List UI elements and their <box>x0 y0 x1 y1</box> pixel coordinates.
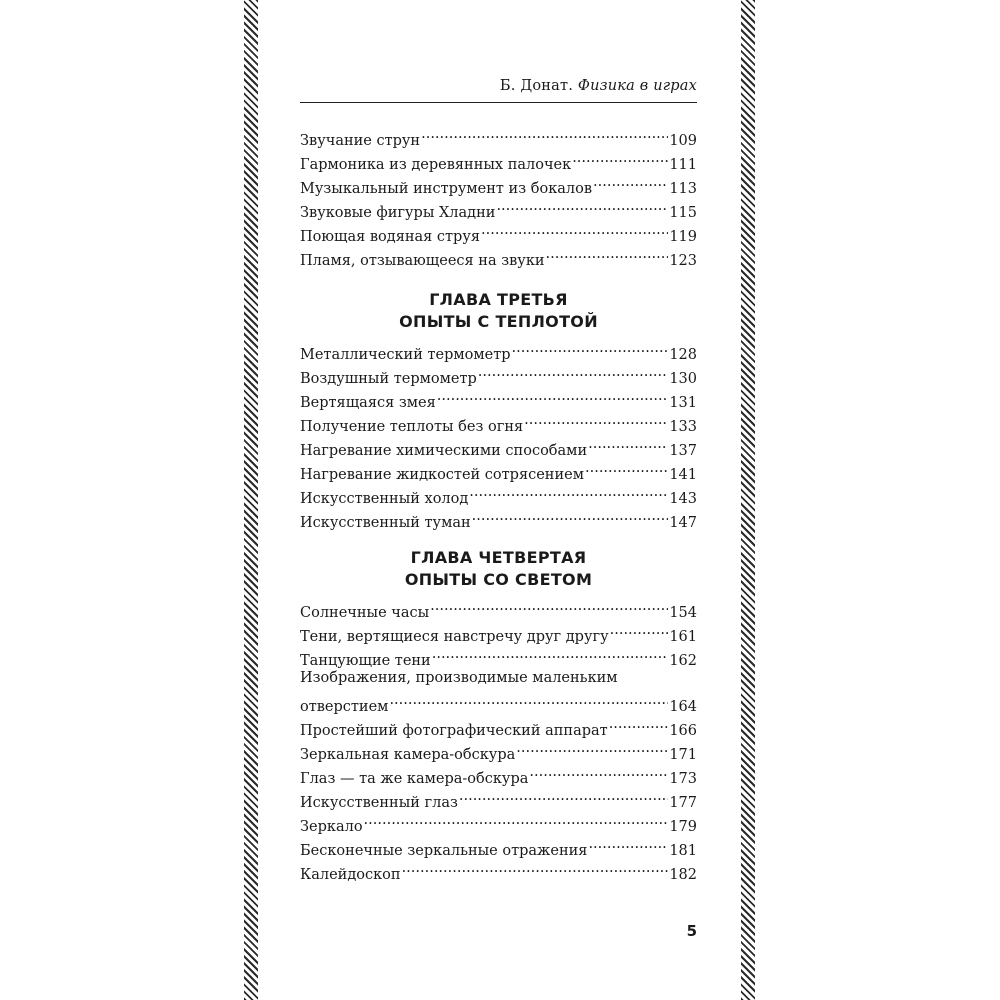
toc-leader-dots <box>610 619 669 641</box>
toc-leader-dots <box>593 171 668 193</box>
toc-entry-page: 128 <box>669 347 697 363</box>
toc-entry-title: Звучание струн <box>300 133 421 149</box>
toc-entry[interactable] <box>300 595 697 621</box>
toc-entry-title: Солнечные часы <box>300 605 430 621</box>
toc-entry-title: Музыкальный инструмент из бокалов <box>300 181 593 197</box>
toc-leader-dots <box>529 761 668 783</box>
toc-entry-page: 161 <box>669 629 697 645</box>
toc-entry-title: Зеркальная камера-обскура <box>300 747 516 763</box>
toc-entry-page: 143 <box>669 491 697 507</box>
toc-entry-page: 123 <box>669 253 697 269</box>
toc-entry-title: Бесконечные зеркальные отражения <box>300 843 588 859</box>
running-head-author: Б. Донат. <box>499 78 574 94</box>
toc-entry[interactable] <box>300 713 697 739</box>
running-head-title: Физика в играх <box>577 78 697 94</box>
toc-entry-page: 130 <box>669 371 697 387</box>
toc-entry[interactable] <box>300 457 697 483</box>
toc-entry-page: 119 <box>669 229 697 245</box>
toc-entry[interactable] <box>300 361 697 387</box>
toc-entry-page: 111 <box>669 157 697 173</box>
toc-entry[interactable] <box>300 409 697 435</box>
toc-leader-dots <box>546 243 669 265</box>
toc-entry-title: Искусственный холод <box>300 491 469 507</box>
toc-entry[interactable] <box>300 619 697 645</box>
toc-entry-page: 113 <box>669 181 697 197</box>
toc-entry[interactable] <box>300 433 697 459</box>
toc-entry-title: Гармоника из деревянных палочек <box>300 157 572 173</box>
toc-entry-title: Калейдоскоп <box>300 867 401 883</box>
toc-entry-page: 141 <box>669 467 697 483</box>
toc-entry[interactable] <box>300 171 697 197</box>
toc-leader-dots <box>585 457 668 479</box>
toc-leader-dots <box>432 643 669 665</box>
toc-entry[interactable] <box>300 737 697 763</box>
toc-entry-title: Нагревание жидкостей сотрясением <box>300 467 584 483</box>
toc-entry-page: 177 <box>669 795 697 811</box>
page-number: 5 <box>686 922 697 940</box>
toc-leader-dots <box>437 385 669 407</box>
toc-entry[interactable] <box>300 147 697 173</box>
toc-entry-title: Поющая водяная струя <box>300 229 481 245</box>
toc-entry-page: 133 <box>669 419 697 435</box>
toc-leader-dots <box>472 505 669 527</box>
toc-entry-page: 173 <box>669 771 697 787</box>
running-head <box>500 78 697 94</box>
toc-entry-page: 147 <box>669 515 697 531</box>
toc-entry-page: 131 <box>669 395 697 411</box>
toc-entry[interactable] <box>300 689 697 715</box>
toc-entry[interactable] <box>300 481 697 507</box>
toc-entry[interactable] <box>300 809 697 835</box>
toc-leader-dots <box>496 195 668 217</box>
toc-entry[interactable] <box>300 643 697 669</box>
toc-entry[interactable] <box>300 337 697 363</box>
toc-leader-dots <box>512 337 669 359</box>
toc-entry[interactable] <box>300 243 697 269</box>
toc-entry-title: Металлический термометр <box>300 347 511 363</box>
toc-entry-title: Танцующие тени <box>300 653 431 669</box>
page-body <box>300 72 697 952</box>
toc-entry[interactable] <box>300 123 697 149</box>
toc-leader-dots <box>430 595 668 617</box>
toc-entry-title: Воздушный термометр <box>300 371 477 387</box>
toc-entry-page: 179 <box>669 819 697 835</box>
header-rule <box>300 102 697 103</box>
toc-leader-dots <box>364 809 669 831</box>
toc-leader-dots <box>588 433 668 455</box>
toc-entry-title-first-line: Изображения, производимые маленьким <box>300 670 618 686</box>
toc-entry-title: Простейший фотографический аппарат <box>300 723 608 739</box>
toc-entry-title: Тени, вертящиеся навстречу друг другу <box>300 629 609 645</box>
toc-entry-title: Получение теплоты без огня <box>300 419 524 435</box>
toc-entry[interactable] <box>300 761 697 787</box>
toc-entry[interactable] <box>300 833 697 859</box>
toc-leader-dots <box>389 689 668 711</box>
toc-leader-dots <box>421 123 668 145</box>
toc-leader-dots <box>609 713 669 735</box>
toc-leader-dots <box>402 857 669 879</box>
toc-entry[interactable] <box>300 857 697 883</box>
toc-entry[interactable] <box>300 219 697 245</box>
toc-leader-dots <box>459 785 668 807</box>
toc-entry-title: Звуковые фигуры Хладни <box>300 205 496 221</box>
chapter-4-label: ГЛАВА ЧЕТВЕРТАЯ <box>410 548 587 567</box>
toc-entry-title: Нагревание химическими способами <box>300 443 588 459</box>
toc-leader-dots <box>516 737 668 759</box>
toc-entry-page: 154 <box>669 605 697 621</box>
toc-entry-page: 109 <box>669 133 697 149</box>
toc-entry[interactable] <box>300 785 697 811</box>
toc-leader-dots <box>481 219 668 241</box>
toc-entry-title: Глаз — та же камера-обскура <box>300 771 529 787</box>
toc-entry-page: 137 <box>669 443 697 459</box>
toc-entry-page: 182 <box>669 867 697 883</box>
toc-leader-dots <box>524 409 668 431</box>
toc-entry[interactable] <box>300 505 697 531</box>
toc-entry-page: 171 <box>669 747 697 763</box>
chapter-4-title: ОПЫТЫ СО СВЕТОМ <box>404 570 593 589</box>
toc-entry-title: отверстием <box>300 699 389 715</box>
toc-entry-page: 164 <box>669 699 697 715</box>
toc-entry-page: 181 <box>669 843 697 859</box>
toc-entry-page: 115 <box>669 205 697 221</box>
toc-entry[interactable] <box>300 195 697 221</box>
chapter-3-label: ГЛАВА ТРЕТЬЯ <box>429 290 568 309</box>
right-decorative-border <box>741 0 755 1000</box>
toc-entry-title: Искусственный глаз <box>300 795 458 811</box>
toc-entry-title: Пламя, отзывающееся на звуки <box>300 253 545 269</box>
toc-leader-dots <box>478 361 669 383</box>
toc-entry[interactable] <box>300 385 697 411</box>
toc-entry-title: Зеркало <box>300 819 363 835</box>
toc-entry-title: Вертящаяся змея <box>300 395 436 411</box>
toc-entry-page: 166 <box>669 723 697 739</box>
toc-entry-title: Искусственный туман <box>300 515 471 531</box>
toc-entry-page: 162 <box>669 653 697 669</box>
toc-leader-dots <box>588 833 668 855</box>
chapter-3-title: ОПЫТЫ С ТЕПЛОТОЙ <box>399 312 598 331</box>
toc-leader-dots <box>572 147 668 169</box>
left-decorative-border <box>244 0 258 1000</box>
toc-leader-dots <box>469 481 668 503</box>
